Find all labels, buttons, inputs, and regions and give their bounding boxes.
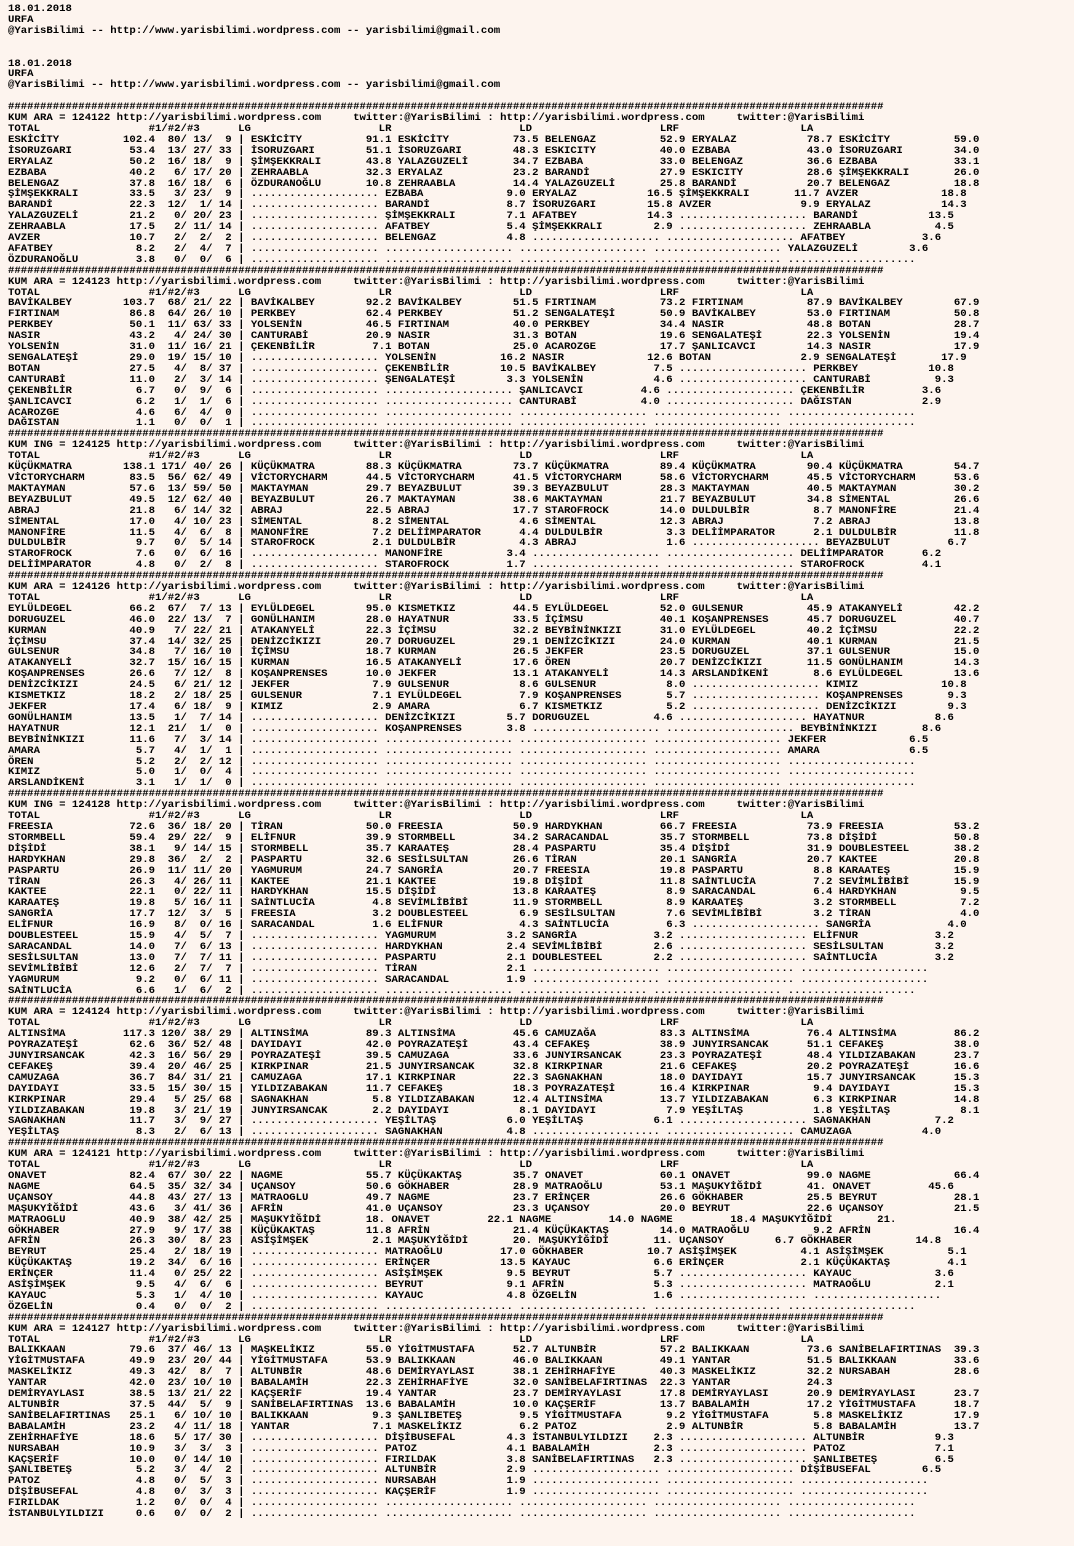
- race-report-text: 18.01.2018 URFA @YarisBilimi -- http://www.yarisbilimi.wordpress.com -- yarisbilimi@gmail.com 18.01.2018 URFA @YarisBilimi -- http://www.yarisbilimi.wordpress.com -- yarisbilimi@gmail.com ######################################################################################################################################### KUM ARA = 124122 http://yarisbilimi.wordpress.com twitter:@YarisBilimi : http://yarisbilimi.wordpress.com twitter:@YarisBilimi TOTAL #1/#2/#3 LG LR LD LRF LA ESKİCİTY 102.4 80/ 13/ 9 | ESKİCİTY 91.1 ESKİCİTY 73.5 BELENGAZ 52.9 ERYALAZ 78.7 ESKİCİTY 59.0 İSORUZGARI 53.4 13/ 27/ 33 | İSORUZGARI 51.1 İSORUZGARI 48.3 ESKICITY 40.0 EZBABA 43.0 İSORUZGARI 34.0 ERYALAZ 50.2 16/ 18/ 9 | ŞİMŞEKKRALI 43.8 YALAZGUZELİ 34.7 EZBABA 33.0 BELENGAZ 36.6 EZBABA 33.1 EZBABA 40.2 6/ 17/ 20 | ZEHRAABLA 32.3 ERYALAZ 23.2 BARANDİ 27.9 ESKICITY 28.6 ŞİMŞEKKRALI 26.0 BELENGAZ 37.8 16/ 18/ 6 | ÖZDURANOĞLU 10.8 ZEHRAABLA 14.4 YALAZGUZELİ 25.8 BARANDİ 20.7 BELENGAZ 18.8 ŞİMŞEKKRALI 33.5 3/ 23/ 9 | .................... EZBABA 9.0 ERYALAZ 16.5 ŞİMŞEKKRALI 11.7 AVZER 18.8 BARANDİ 22.3 12/ 1/ 14 | .................... BARANDİ 8.7 İSORUZGARI 15.8 AVZER 9.9 ERYALAZ 14.3 YALAZGUZELİ 21.2 0/ 20/ 23 | .................... ŞİMŞEKKRALI 7.1 AFATBEY 14.3 .................... BARANDİ 13.5 ZEHRAABLA 17.5 2/ 11/ 14 | .................... AFATBEY 5.4 ŞİMŞEKKRALI 2.9 .................... ZEHRAABLA 4.5 AVZER 10.7 2/ 2/ 2 | .................... BELENGAZ 4.8 .................... .................... AFATBEY 3.6 AFATBEY 8.2 2/ 4/ 7 | .................... .................... .................... .................... YALAZGUZELİ 3.6 ÖZDURANOĞLU 3.8 0/ 0/ 6 | .................... .................... .................... .................... .................... ######################################################################################################################################### KUM ARA = 124123 http://yarisbilimi.wordpress.com twitter:@YarisBilimi : http://yarisbilimi.wordpress.com twitter:@YarisBilimi TOTAL #1/#2/#3 LG LR LD LRF LA BAVİKALBEY 103.7 68/ 21/ 22 | BAVİKALBEY 92.2 BAVİKALBEY 51.5 FIRTINAM 73.2 FIRTINAM 87.9 BAVİKALBEY 67.9 FIRTINAM 86.8 64/ 26/ 10 | PERKBEY 62.4 PERKBEY 51.2 SENGALATEŞİ 50.9 BAVİKALBEY 53.0 FIRTINAM 50.8 PERKBEY 50.1 11/ 63/ 33 | YOLSENİN 46.5 FIRTINAM 40.0 PERKBEY 34.4 NASIR 48.8 BOTAN 28.7 NASIR 43.2 4/ 24/ 30 | CANTURABİ 20.9 NASIR 31.3 BOTAN 19.6 SENGALATEŞİ 22.3 YOLSENİN 19.4 YOLSENİN 31.0 11/ 16/ 21 | ÇEKENBİLİR 7.1 BOTAN 25.0 ACAROZGE 17.7 ŞANLICAVCI 14.3 NASIR 17.9 SENGALATEŞİ 29.0 19/ 15/ 10 | .................... YOLSENİN 16.2 NASIR 12.6 BOTAN 2.9 SENGALATEŞİ 17.9 BOTAN 27.5 4/ 8/ 37 | .................... ÇEKENBİLİR 10.5 BAVİKALBEY 7.5 .................... PERKBEY 10.8 CANTURABİ 11.0 2/ 3/ 14 | .................... ŞENGALATEŞİ 3.3 YOLSENİN 4.6 .................... CANTURABİ 9.3 ÇEKENBİLİR 6.7 0/ 9/ 6 | .................... .................... ŞANLICAVCI 4.6 .................... ÇEKENBİLİR 3.6 ŞANLICAVCI 6.2 1/ 1/ 6 | .................... .................... CANTURABİ 4.0 .................... DAĞISTAN 2.9 ACAROZGE 4.6 6/ 4/ 0 | .................... .................... .................... .................... .................... DAĞISTAN 1.1 0/ 0/ 1 | .................... .................... .................... .................... .................... ######################################################################################################################################### KUM ING = 124125 http://yarisbilimi.wordpress.com twitter:@YarisBilimi : http://yarisbilimi.wordpress.com twitter:@YarisBilimi TOTAL #1/#2/#3 LG LR LD LRF LA KÜÇÜKMATRA 138.1 171/ 40/ 26 | KÜÇÜKMATRA 88.3 KÜÇÜKMATRA 73.7 KÜÇÜKMATRA 89.4 KÜÇÜKMATRA 90.4 KÜÇÜKMATRA 54.7 VİCTORYCHARM 83.5 56/ 62/ 49 | VİCTORYCHARM 44.5 VİCTORYCHARM 41.5 VİCTORYCHARM 58.6 VİCTORYCHARM 45.5 VİCTORYCHARM 53.6 MAKTAYMAN 57.6 13/ 59/ 50 | MAKTAYMAN 29.7 BEYAZBULUT 39.3 BEYAZBULUT 28.3 MAKTAYMAN 40.5 MAKTAYMAN 30.2 BEYAZBULUT 49.5 12/ 62/ 40 | BEYAZBULUT 26.7 MAKTAYMAN 38.6 MAKTAYMAN 21.7 BEYAZBULUT 34.8 SİMENTAL 26.6 ABRAJ 21.8 6/ 14/ 32 | ABRAJ 22.5 ABRAJ 17.7 STAROFROCK 14.0 DULDULBİR 8.7 MANONFİRE 21.4 SİMENTAL 17.0 4/ 10/ 23 | SİMENTAL 8.2 SİMENTAL 4.6 SİMENTAL 12.3 ABRAJ 7.2 ABRAJ 13.8 MANONFİRE 11.5 4/ 6/ 8 | MANONFİRE 7.2 DELİİMPARATOR 4.4 DULDULBİR 3.3 DELİİMPARATOR 2.1 DULDULBİR 11.8 DULDULBİR 9.7 0/ 5/ 14 | STAROFROCK 2.1 DULDULBİR 4.3 ABRAJ 1.6 .................... BEYAZBULUT 6.7 STAROFROCK 7.6 0/ 6/ 16 | .................... MANONFİRE 3.4 .................... .................... DELİİMPARATOR 6.2 DELİİMPARATOR 4.8 0/ 2/ 8 | .................... STAROFROCK 1.7 .................... .................... STAROFROCK 4.1 ######################################################################################################################################### KUM ARA = 124126 http://yarisbilimi.wordpress.com twitter:@YarisBilimi : http://yarisbilimi.wordpress.com twitter:@YarisBilimi TOTAL #1/#2/#3 LG LR LD LRF LA EYLÜLDEGEL 66.2 67/ 7/ 13 | EYLÜLDEGEL 95.0 KISMETKIZ 44.5 EYLÜLDEGEL 52.0 GULSENUR 45.9 ATAKANYELİ 42.2 DORUGUZEL 46.0 22/ 13/ 7 | GONÜLHANIM 28.0 HAYATNUR 33.5 İÇİMSU 40.1 KOŞANPRENSES 45.7 DORUGUZEL 40.7 KURMAN 40.9 7/ 22/ 21 | ATAKANYELİ 22.3 İÇİMSU 32.2 BEYBİNİNKIZI 31.0 EYLÜLDEGEL 40.2 İÇİMSU 22.2 İÇİMSU 37.4 14/ 32/ 25 | DENİZCİKIZI 20.7 DORUGUZEL 29.1 DENİZCİKIZI 24.0 KURMAN 40.1 KURMAN 21.5 GULSENUR 34.8 7/ 16/ 10 | İÇİMSU 18.7 KURMAN 26.5 JEKFER 23.5 DORUGUZEL 37.1 GULSENUR 15.0 ATAKANYELİ 32.7 15/ 16/ 15 | KURMAN 16.5 ATAKANYELİ 17.6 ÖREN 20.7 DENİZCİKIZI 11.5 GONÜLHANIM 14.3 KOŞANPRENSES 26.6 7/ 12/ 8 | KOŞANPRENSES 10.0 JEKFER 13.1 ATAKANYELİ 14.3 ARSLANDİKENİ 8.6 EYLÜLDEGEL 13.6 DENİZCİKIZI 24.5 6/ 21/ 12 | JEKFER 7.9 GULSENUR 8.6 GULSENUR 8.0 .................... KIMIZ 10.8 KISMETKIZ 18.2 2/ 18/ 25 | GULSENUR 7.1 EYLÜLDEGEL 7.9 KOŞANPRENSES 5.7 .................... KOŞANPRENSES 9.3 JEKFER 17.4 6/ 18/ 9 | KIMIZ 2.9 AMARA 6.7 KISMETKIZ 5.2 .................... DENİZCİKIZI 9.3 GONÜLHANIM 13.5 1/ 7/ 14 | .................... DENİZCİKIZI 5.7 DORUGUZEL 4.6 .................... HAYATNUR 8.6 HAYATNUR 12.1 21/ 1/ 0 | .................... KOŞANPRENSES 3.8 .................... .................... BEYBİNİNKIZI 8.6 BEYBİNİNKIZI 11.6 7/ 3/ 14 | .................... .................... .................... .................... JEKFER 6.5 AMARA 5.7 4/ 1/ 1 | .................... .................... .................... .................... AMARA 6.5 ÖREN 5.2 2/ 2/ 12 | .................... .................... .................... .................... .................... KIMIZ 5.0 1/ 0/ 4 | .................... .................... .................... .................... .................... ARSLANDİKENİ 3.1 1/ 1/ 0 | .................... .................... .................... .................... .................... ######################################################################################################################################### KUM ING = 124128 http://yarisbilimi.wordpress.com twitter:@YarisBilimi : http://yarisbilimi.wordpress.com twitter:@YarisBilimi TOTAL #1/#2/#3 LG LR LD LRF LA FREESIA 72.6 36/ 18/ 20 | TİRAN 50.0 FREESIA 50.9 HARDYKHAN 66.7 FREESIA 73.9 FREESIA 53.2 STORMBELL 59.4 29/ 22/ 9 | ELİFNUR 39.9 STORMBELL 34.2 SARACANDAL 35.7 STORMBELL 73.8 DİŞİDİ 50.8 DİŞİDİ 38.1 9/ 14/ 15 | STORMBELL 35.7 KARAATEŞ 28.4 PASPARTU 35.4 DİŞİDİ 31.9 DOUBLESTEEL 38.2 HARDYKHAN 29.8 36/ 2/ 2 | PASPARTU 32.6 SESİLSULTAN 26.6 TİRAN 20.1 SANGRİA 20.7 KAKTEE 20.8 PASPARTU 26.9 11/ 11/ 20 | YAGMURUM 24.7 SANGRİA 20.7 FREESIA 19.8 PASPARTU 8.8 KARAATEŞ 15.9 TİRAN 26.3 4/ 26/ 11 | KAKTEE 21.1 KAKTEE 19.8 DİŞİDİ 11.8 SAİNTLUCİA 7.2 SEVİMLİBİBİ 15.9 KAKTEE 22.1 0/ 22/ 11 | HARDYKHAN 15.5 DİŞİDİ 13.8 KARAATEŞ 8.9 SARACANDAL 6.4 HARDYKHAN 9.5 KARAATEŞ 19.8 5/ 16/ 11 | SAİNTLUCİA 4.8 SEVİMLİBİBİ 11.9 STORMBELL 8.9 KARAATEŞ 3.2 STORMBELL 7.2 SANGRİA 17.7 12/ 3/ 5 | FREESIA 3.2 DOUBLESTEEL 6.9 SESİLSULTAN 7.6 SEVİMLİBİBİ 3.2 TİRAN 4.0 ELİFNUR 16.9 8/ 0/ 16 | SARACANDAL 1.6 ELİFNUR 4.3 SAİNTLUCİA 6.3 .................... SANGRİA 4.0 DOUBLESTEEL 15.9 4/ 5/ 7 | .................... YAGMURUM 3.2 SANGRİA 3.2 .................... ELİFNUR 3.2 SARACANDAL 14.0 7/ 6/ 13 | .................... HARDYKHAN 2.4 SEVİMLİBİBİ 2.6 .................... SESİLSULTAN 3.2 SESİLSULTAN 13.0 7/ 7/ 11 | .................... PASPARTU 2.1 DOUBLESTEEL 2.2 .................... SAİNTLUCİA 3.2 SEVİMLİBİBİ 12.6 2/ 7/ 7 | .................... TİRAN 2.1 .................... .................... .................... YAGMURUM 9.2 0/ 6/ 11 | .................... SARACANDAL 1.9 .................... .................... .................... SAİNTLUCİA 6.6 1/ 6/ 2 | .................... .................... .................... .................... .................... ######################################################################################################################################### KUM ARA = 124124 http://yarisbilimi.wordpress.com twitter:@YarisBilimi : http://yarisbilimi.wordpress.com twitter:@YarisBilimi TOTAL #1/#2/#3 LG LR LD LRF LA ALTINSİMA 117.3 120/ 38/ 29 | ALTINSİMA 89.3 ALTINSİMA 45.6 CAMUZAĞA 83.3 ALTINSİMA 76.4 ALTINSİMA 86.2 POYRAZATEŞİ 62.6 36/ 52/ 48 | DAYIDAYI 42.0 POYRAZATEŞİ 43.4 CEFAKEŞ 38.9 JUNYIRSANCAK 51.1 CEFAKEŞ 38.0 JUNYIRSANCAK 42.3 16/ 56/ 29 | POYRAZATEŞİ 39.5 CAMUZAGA 33.6 JUNYIRSANCAK 23.3 POYRAZATEŞİ 48.4 YILDIZABAKAN 23.7 CEFAKEŞ 39.4 20/ 46/ 25 | KIRKPINAR 21.5 JUNYIRSANCAK 32.8 KIRKPINAR 21.6 CEFAKEŞ 20.2 POYRAZATEŞİ 16.6 CAMUZAGA 36.7 84/ 31/ 21 | CAMUZAGA 17.1 KIRKPINAR 22.3 SAGNAKHAN 18.0 DAYIDAYI 15.7 JUNYIRSANCAK 15.3 DAYIDAYI 33.5 15/ 30/ 15 | YILDIZABAKAN 11.7 CEFAKEŞ 18.3 POYRAZATEŞİ 16.4 KIRKPINAR 9.4 DAYIDAYI 15.3 KIRKPINAR 29.4 5/ 25/ 68 | SAGNAKHAN 5.8 YILDIZABAKAN 12.4 ALTINSİMA 13.7 YILDIZABAKAN 6.3 KIRKPINAR 14.8 YILDIZABAKAN 19.8 3/ 21/ 19 | JUNYIRSANCAK 2.2 DAYIDAYI 8.1 DAYIDAYI 7.9 YEŞİLTAŞ 1.8 YEŞİLTAŞ 8.1 SAGNAKHAN 11.7 3/ 9/ 27 | .................... YEŞİLTAŞ 6.0 YEŞİLTAŞ 6.1 .................... SAGNAKHAN 7.2 YEŞİLTAŞ 8.3 2/ 6/ 13 | .................... SAGNAKHAN 4.8 .................... .................... CAMUZAGA 4.0 ######################################################################################################################################### KUM ARA = 124121 http://yarisbilimi.wordpress.com twitter:@YarisBilimi : http://yarisbilimi.wordpress.com twitter:@YarisBilimi TOTAL #1/#2/#3 LG LR LD LRF LA ONAVET 82.4 67/ 30/ 22 | NAGME 55.7 KÜÇÜKAKTAŞ 35.7 ONAVET 60.1 ONAVET 99.0 NAGME 66.4 NAGME 64.5 35/ 32/ 34 | UÇANSOY 50.6 GÖKHABER 28.9 MATRAOĞLU 53.1 MAŞUKYİĞİDİ 41. ONAVET 45.6 UÇANSOY 44.8 43/ 27/ 13 | MATRAOGLU 49.7 NAGME 23.7 ERİNÇER 26.6 GÖKHABER 25.5 BEYRUT 28.1 MAŞUKYİĞİDİ 43.6 3/ 41/ 36 | AFRİN 41.0 UÇANSOY 23.3 UÇANSOY 20.0 BEYRUT 22.6 UÇANSOY 21.5 MATRAOGLU 40.9 38/ 42/ 25 | MAŞUKYİĞİDİ 18. ONAVET 22.1 NAGME 14.0 NAGME 18.4 MAŞUKYİĞİDİ 21. GÖKHABER 27.9 9/ 17/ 38 | KÜÇÜKAKTAŞ 11.8 AFRİN 21.4 KÜÇÜKAKTAŞ 14.0 MATRAOĞLU 9.2 AFRİN 16.4 AFRİN 26.3 30/ 8/ 23 | ASİŞİMŞEK 2.1 MAŞUKYİĞİDİ 20. MAŞUKYİĞİDİ 11. UÇANSOY 6.7 GÖKHABER 14.8 BEYRUT 25.4 2/ 18/ 19 | .................... MATRAOĞLU 17.0 GÖKHABER 10.7 ASİŞİMŞEK 4.1 ASİŞİMŞEK 5.1 KÜÇÜKAKTAŞ 19.2 34/ 6/ 16 | .................... ERİNÇER 13.5 KAYAUC 6.6 ERİNÇER 2.1 KÜÇÜKAKTAŞ 4.1 ERİNÇER 11.4 0/ 25/ 22 | .................... ASİŞİMŞEK 9.5 BEYRUT 5.7 .................... KAYAUC 3.6 ASİŞİMŞEK 9.5 4/ 6/ 6 | .................... BEYRUT 9.1 AFRİN 5.3 .................... MATRAOĞLU 2.1 KAYAUC 5.3 1/ 4/ 10 | .................... KAYAUC 4.8 ÖZGELİN 1.6 .................... .................... ÖZGELİN 0.4 0/ 0/ 2 | .................... .................... .................... .................... .................... ######################################################################################################################################### KUM ARA = 124127 http://yarisbilimi.wordpress.com twitter:@YarisBilimi : http://yarisbilimi.wordpress.com twitter:@YarisBilimi TOTAL #1/#2/#3 LG LR LD LRF LA BALIKKAAN 79.6 37/ 46/ 13 | MAŞKELİKIZ 55.0 YİGİTMUSTAFA 52.7 ALTUNBİR 57.2 BALIKKAAN 73.6 SANİBELAFIRTINAS 39.3 YİGİTMUSTAFA 49.9 23/ 20/ 44 | YİGİTMUSTAFA 53.9 BALIKKAAN 46.0 BALIKKAAN 49.1 YANTAR 51.5 BALIKKAAN 33.6 MASKELİKIZ 49.3 42/ 8/ 7 | ALTUNBİR 48.6 DEMİRYAYLASI 38.1 ZEHİRHAFİYE 40.3 MASKELİKIZ 32.2 NURSABAH 28.6 YANTAR 42.0 23/ 10/ 10 | BABALAMİH 22.3 ZEHİRHAFİYE 32.0 SANİBELAFIRTINAS 22.3 YANTAR 24.3 DEMİRYAYLASI 38.5 13/ 21/ 22 | KAÇŞERİF 19.4 YANTAR 23.7 DEMİRYAYLASI 17.8 DEMİRYAYLASI 20.9 DEMİRYAYLASI 23.7 ALTUNBİR 37.5 44/ 5/ 9 | SANİBELAFIRTINAS 13.6 BABALAMİH 10.0 KAÇŞERİF 13.7 BABALAMİH 17.2 YİGİTMUSTAFA 18.7 SANİBELAFIRTINAS 25.1 6/ 10/ 10 | BALIKKAAN 9.3 ŞANLIBETEŞ 9.5 YİGİTMUSTAFA 9.2 YİGİTMUSTAFA 5.8 MASKELİKIZ 17.9 BABALAMİH 23.2 4/ 11/ 18 | YANTAR 7.1 MASKELİKIZ 6.2 PATOZ 2.9 ALTUNBİR 5.8 BABALAMİH 13.7 ZEHİRHAFİYE 18.6 5/ 17/ 30 | .................... DİŞİBUSEFAL 4.3 İSTANBULYILDIZI 2.3 .................... ALTUNBİR 9.3 NURSABAH 10.9 3/ 3/ 3 | .................... PATOZ 4.1 BABALAMİH 2.3 .................... PATOZ 7.1 KAÇŞERİF 10.0 0/ 14/ 10 | .................... FIRILDAK 3.8 SANİBELAFIRTINAS 2.3 .................... ŞANLIBETEŞ 6.5 ŞANLIBETEŞ 5.2 3/ 4/ 2 | .................... ALTUNBİR 2.9 .................... .................... DİŞİBUSEFAL 6.5 PATOZ 4.8 0/ 5/ 3 | .................... NURSABAH 1.9 .................... .................... .................... DİŞİBUSEFAL 4.8 0/ 3/ 3 | .................... KAÇŞERİF 1.9 .................... .................... .................... FIRILDAK 1.2 0/ 0/ 4 | .................... .................... .................... .................... .................... İSTANBULYILDIZI 0.6 0/ 0/ 2 | .................... .................... .................... .................... ....................: [8, 4, 980, 1521]
